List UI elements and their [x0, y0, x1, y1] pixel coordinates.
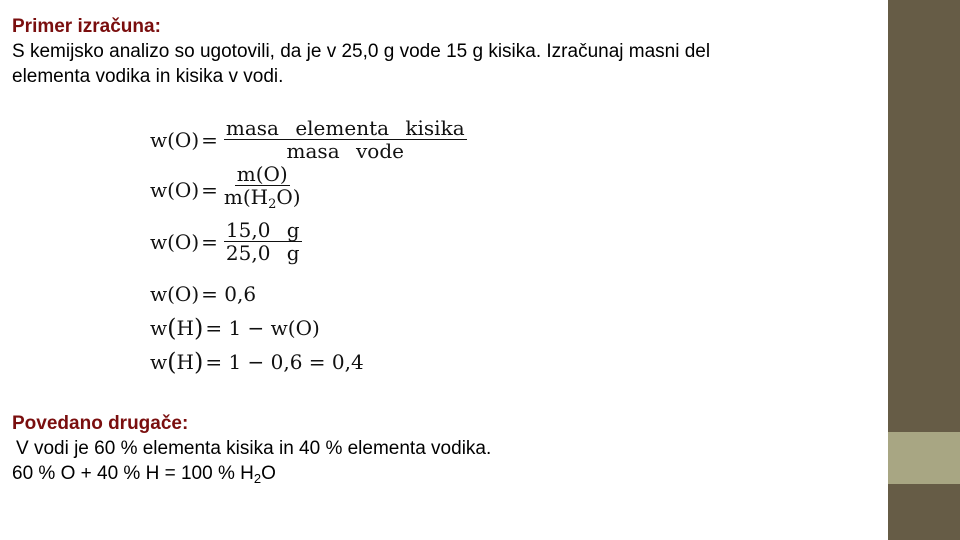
formula-2-lhs: w(O)	[150, 177, 200, 202]
formula-3-den-val: 25,0	[225, 241, 271, 265]
formula-1-num-b: elementa	[295, 116, 390, 140]
formula-2-eq: =	[201, 177, 218, 202]
formula-1-fraction	[224, 118, 467, 161]
formula-2-fraction	[224, 164, 301, 215]
formula-2-den-sub: 2	[268, 197, 277, 212]
formula-3-numerator	[224, 220, 302, 242]
intro-section	[12, 14, 872, 89]
formula-2-den-pre: m(H	[223, 185, 269, 209]
conclusion-line-2-post: O	[261, 463, 276, 484]
formula-6-lhs-open: (	[167, 348, 177, 376]
formula-3-lhs: w(O)	[150, 229, 200, 254]
formula-1-denominator	[287, 140, 404, 161]
formula-3-fraction	[224, 220, 302, 263]
conclusion-line-2-sub: 2	[253, 471, 262, 486]
formula-6	[150, 348, 364, 376]
intro-heading: Primer izračuna:	[12, 16, 161, 37]
formula-6-lhs-w: w	[150, 350, 168, 374]
formula-4-lhs: w(O)	[150, 282, 200, 306]
formula-1-num-a: masa	[225, 116, 279, 140]
formula-3	[150, 220, 302, 263]
formula-4	[150, 282, 256, 306]
conclusion-section	[12, 411, 872, 491]
formula-2-denominator	[224, 186, 301, 215]
formula-3-num-unit: g	[286, 218, 300, 242]
intro-line-1: S kemijsko analizo so ugotovili, da je v 25,0 g vode 15 g kisika. Izračunaj masni del	[12, 41, 711, 62]
conclusion-line-2-pre: 60 % O + 40 % H = 100 % H	[12, 463, 254, 484]
formula-6-lhs-close: )	[193, 348, 204, 376]
conclusion-heading: Povedano drugače:	[12, 413, 189, 434]
conclusion-line-2	[12, 461, 872, 491]
conclusion-line-1: V vodi je 60 % elementa kisika in 40 % elementa vodika.	[16, 438, 492, 459]
formula-2-numerator: m(O)	[236, 162, 288, 186]
formula-1-num-c: kisika	[405, 116, 465, 140]
formula-1-numerator	[224, 118, 467, 140]
formula-3-denominator	[226, 242, 300, 263]
formula-3-eq: =	[201, 229, 218, 254]
formula-3-num-val: 15,0	[225, 218, 271, 242]
sidebar-accent-block	[888, 432, 960, 484]
formula-2-den-post: O)	[276, 185, 301, 209]
formula-1	[150, 118, 467, 161]
formula-5-lhs-el: H	[176, 316, 194, 340]
intro-line-2: elementa vodika in kisika v vodi.	[12, 66, 284, 87]
formula-1-eq: =	[201, 127, 218, 152]
formula-6-lhs-el: H	[176, 350, 194, 374]
formula-5-rhs: = 1 − w(O)	[205, 316, 320, 340]
formula-image	[150, 112, 490, 380]
formula-6-rhs: = 1 − 0,6 = 0,4	[205, 350, 364, 374]
formula-5	[150, 314, 320, 342]
formula-5-lhs-w: w	[150, 316, 168, 340]
formula-2	[150, 164, 301, 215]
formula-3-den-unit: g	[286, 241, 300, 265]
formula-4-rhs: = 0,6	[201, 282, 257, 306]
formula-1-den-b: vode	[355, 139, 404, 163]
formula-5-lhs-close: )	[193, 314, 204, 342]
formula-5-lhs-open: (	[167, 314, 177, 342]
formula-1-den-a: masa	[286, 139, 340, 163]
formula-1-lhs: w(O)	[150, 127, 200, 152]
